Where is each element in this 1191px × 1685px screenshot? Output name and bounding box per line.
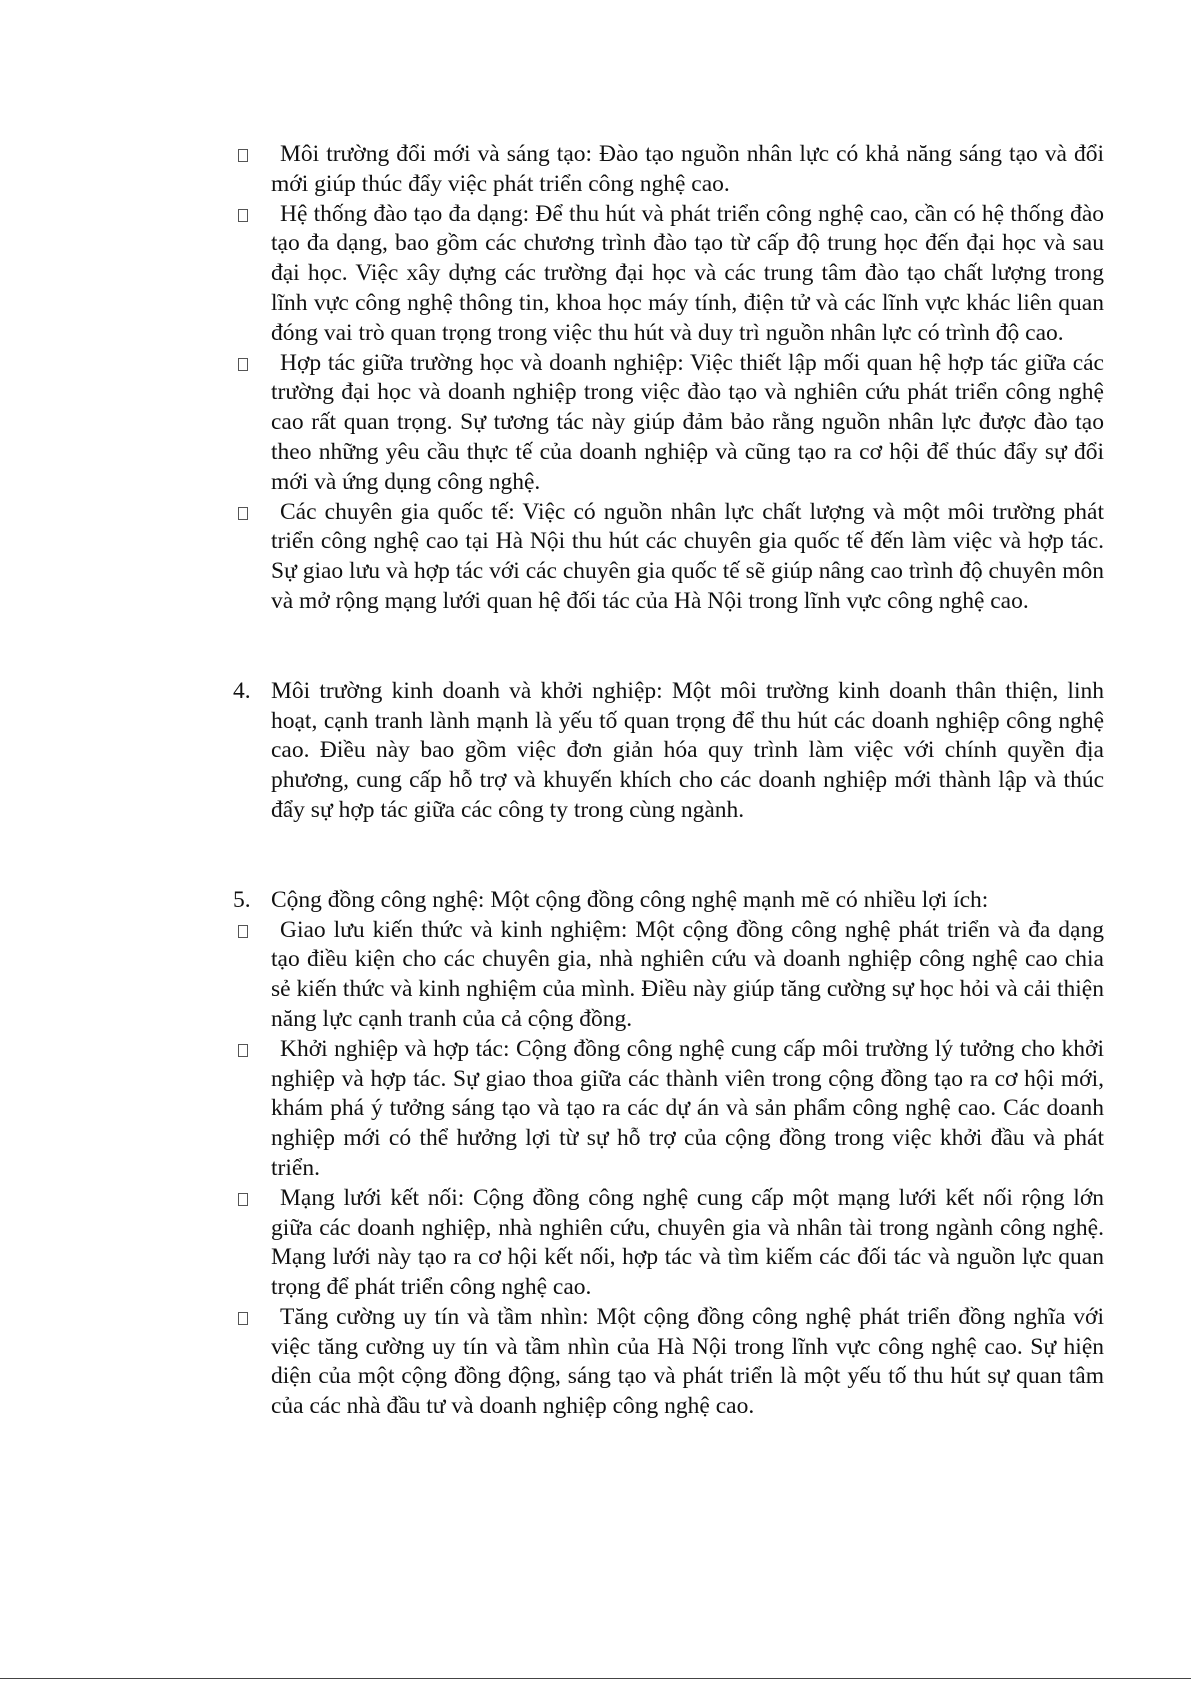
bullet-text: Khởi nghiệp và hợp tác: Cộng đồng công nghệ cung cấp môi trường lý tưởng cho khởi nghiệp và hợp tác. Sự giao thoa giữa các thành viên trong cộng đồng tạo ra cơ hội mới, khám phá ý tưởng sáng tạo và tạo ra các dự án và sản phẩm công nghệ cao. Các doanh nghiệp mới có thể hưởng lợi từ sự hỗ trợ của cộng đồng trong việc khởi đầu và phát triển. [271, 1035, 1104, 1181]
bullet-item [233, 916, 1104, 1035]
bullet-text: Mạng lưới kết nối: Cộng đồng công nghệ cung cấp một mạng lưới kết nối rộng lớn giữa các doanh nghiệp, nhà nghiên cứu, chuyên gia và nhân tài trong ngành công nghệ. Mạng lưới này tạo ra cơ hội kết nối, hợp tác và tìm kiếm các đối tác và nguồn lực quan trọng để phát triển công nghệ cao. [271, 1184, 1104, 1301]
paragraph-gap [233, 826, 1104, 886]
numbered-item-5 [233, 886, 1104, 916]
item-number: 5. [233, 886, 251, 913]
item-text: Môi trường kinh doanh và khởi nghiệp: Một môi trường kinh doanh thân thiện, linh hoạt, cạnh tranh lành mạnh là yếu tố quan trọng để thu hút các doanh nghiệp công nghệ cao. Điều này bao gồm việc đơn giản hóa quy trình làm việc với chính quyền địa phương, cung cấp hỗ trợ và khuyến khích cho các doanh nghiệp mới thành lập và thúc đẩy sự hợp tác giữa các công ty trong cùng ngành. [271, 677, 1104, 823]
bullet-item [233, 1184, 1104, 1303]
bullet-text: Môi trường đổi mới và sáng tạo: Đào tạo nguồn nhân lực có khả năng sáng tạo và đổi mới giúp thúc đẩy việc phát triển công nghệ cao. [271, 141, 1104, 197]
square-bullet-icon [238, 149, 248, 162]
page-bottom-rule [0, 1678, 1191, 1679]
bullet-text: Hệ thống đào tạo đa dạng: Để thu hút và phát triển công nghệ cao, cần có hệ thống đào tạo đa dạng, bao gồm các chương trình đào tạo từ cấp độ trung học đến đại học và sau đại học. Việc xây dựng các trường đại học và các trung tâm đào tạo chất lượng trong lĩnh vực công nghệ thông tin, khoa học máy tính, điện tử và các lĩnh vực khác liên quan đóng vai trò quan trọng trong việc thu hút và duy trì nguồn nhân lực có trình độ cao. [271, 200, 1104, 346]
item-number: 4. [233, 677, 251, 704]
item-text: Cộng đồng công nghệ: Một cộng đồng công nghệ mạnh mẽ có nhiều lợi ích: [271, 886, 989, 913]
square-bullet-icon [238, 1193, 248, 1206]
square-bullet-icon [238, 1312, 248, 1325]
square-bullet-icon [238, 925, 248, 938]
bullet-item [233, 349, 1104, 498]
bullet-text: Tăng cường uy tín và tầm nhìn: Một cộng đồng công nghệ phát triển đồng nghĩa với việc tăng cường uy tín và tầm nhìn của Hà Nội trong lĩnh vực công nghệ cao. Sự hiện diện của một cộng đồng động, sáng tạo và phát triển là một yếu tố thu hút sự quan tâm của các nhà đầu tư và doanh nghiệp công nghệ cao. [271, 1303, 1104, 1420]
square-bullet-icon [238, 1044, 248, 1057]
bullet-item [233, 1303, 1104, 1422]
square-bullet-icon [238, 209, 248, 222]
bullet-item [233, 1035, 1104, 1184]
square-bullet-icon [238, 358, 248, 371]
bullet-item [233, 498, 1104, 617]
bullet-text: Các chuyên gia quốc tế: Việc có nguồn nhân lực chất lượng và một môi trường phát triển công nghệ cao tại Hà Nội thu hút các chuyên gia quốc tế đến làm việc và hợp tác. Sự giao lưu và hợp tác với các chuyên gia quốc tế sẽ giúp nâng cao trình độ chuyên môn và mở rộng mạng lưới quan hệ đối tác của Hà Nội trong lĩnh vực công nghệ cao. [271, 498, 1104, 614]
bullet-item [233, 200, 1104, 349]
bullet-text: Hợp tác giữa trường học và doanh nghiệp: Việc thiết lập mối quan hệ hợp tác giữa các trường đại học và doanh nghiệp trong việc đào tạo và nghiên cứu phát triển công nghệ cao rất quan trọng. Sự tương tác này giúp đảm bảo rằng nguồn nhân lực được đào tạo theo những yêu cầu thực tế của doanh nghiệp và cũng tạo ra cơ hội để thúc đẩy sự đổi mới và ứng dụng công nghệ. [271, 349, 1104, 495]
square-bullet-icon [238, 507, 248, 520]
paragraph-gap [233, 617, 1104, 677]
bullet-text: Giao lưu kiến thức và kinh nghiệm: Một cộng đồng công nghệ phát triển và đa dạng tạo điều kiện cho các chuyên gia, nhà nghiên cứu và doanh nghiệp công nghệ cao chia sẻ kiến thức và kinh nghiệm của mình. Điều này giúp tăng cường sự học hỏi và cải thiện năng lực cạnh tranh của cả cộng đồng. [271, 916, 1104, 1032]
numbered-item-4 [233, 677, 1104, 826]
bullet-item [233, 140, 1104, 200]
document-body [233, 140, 1104, 1422]
